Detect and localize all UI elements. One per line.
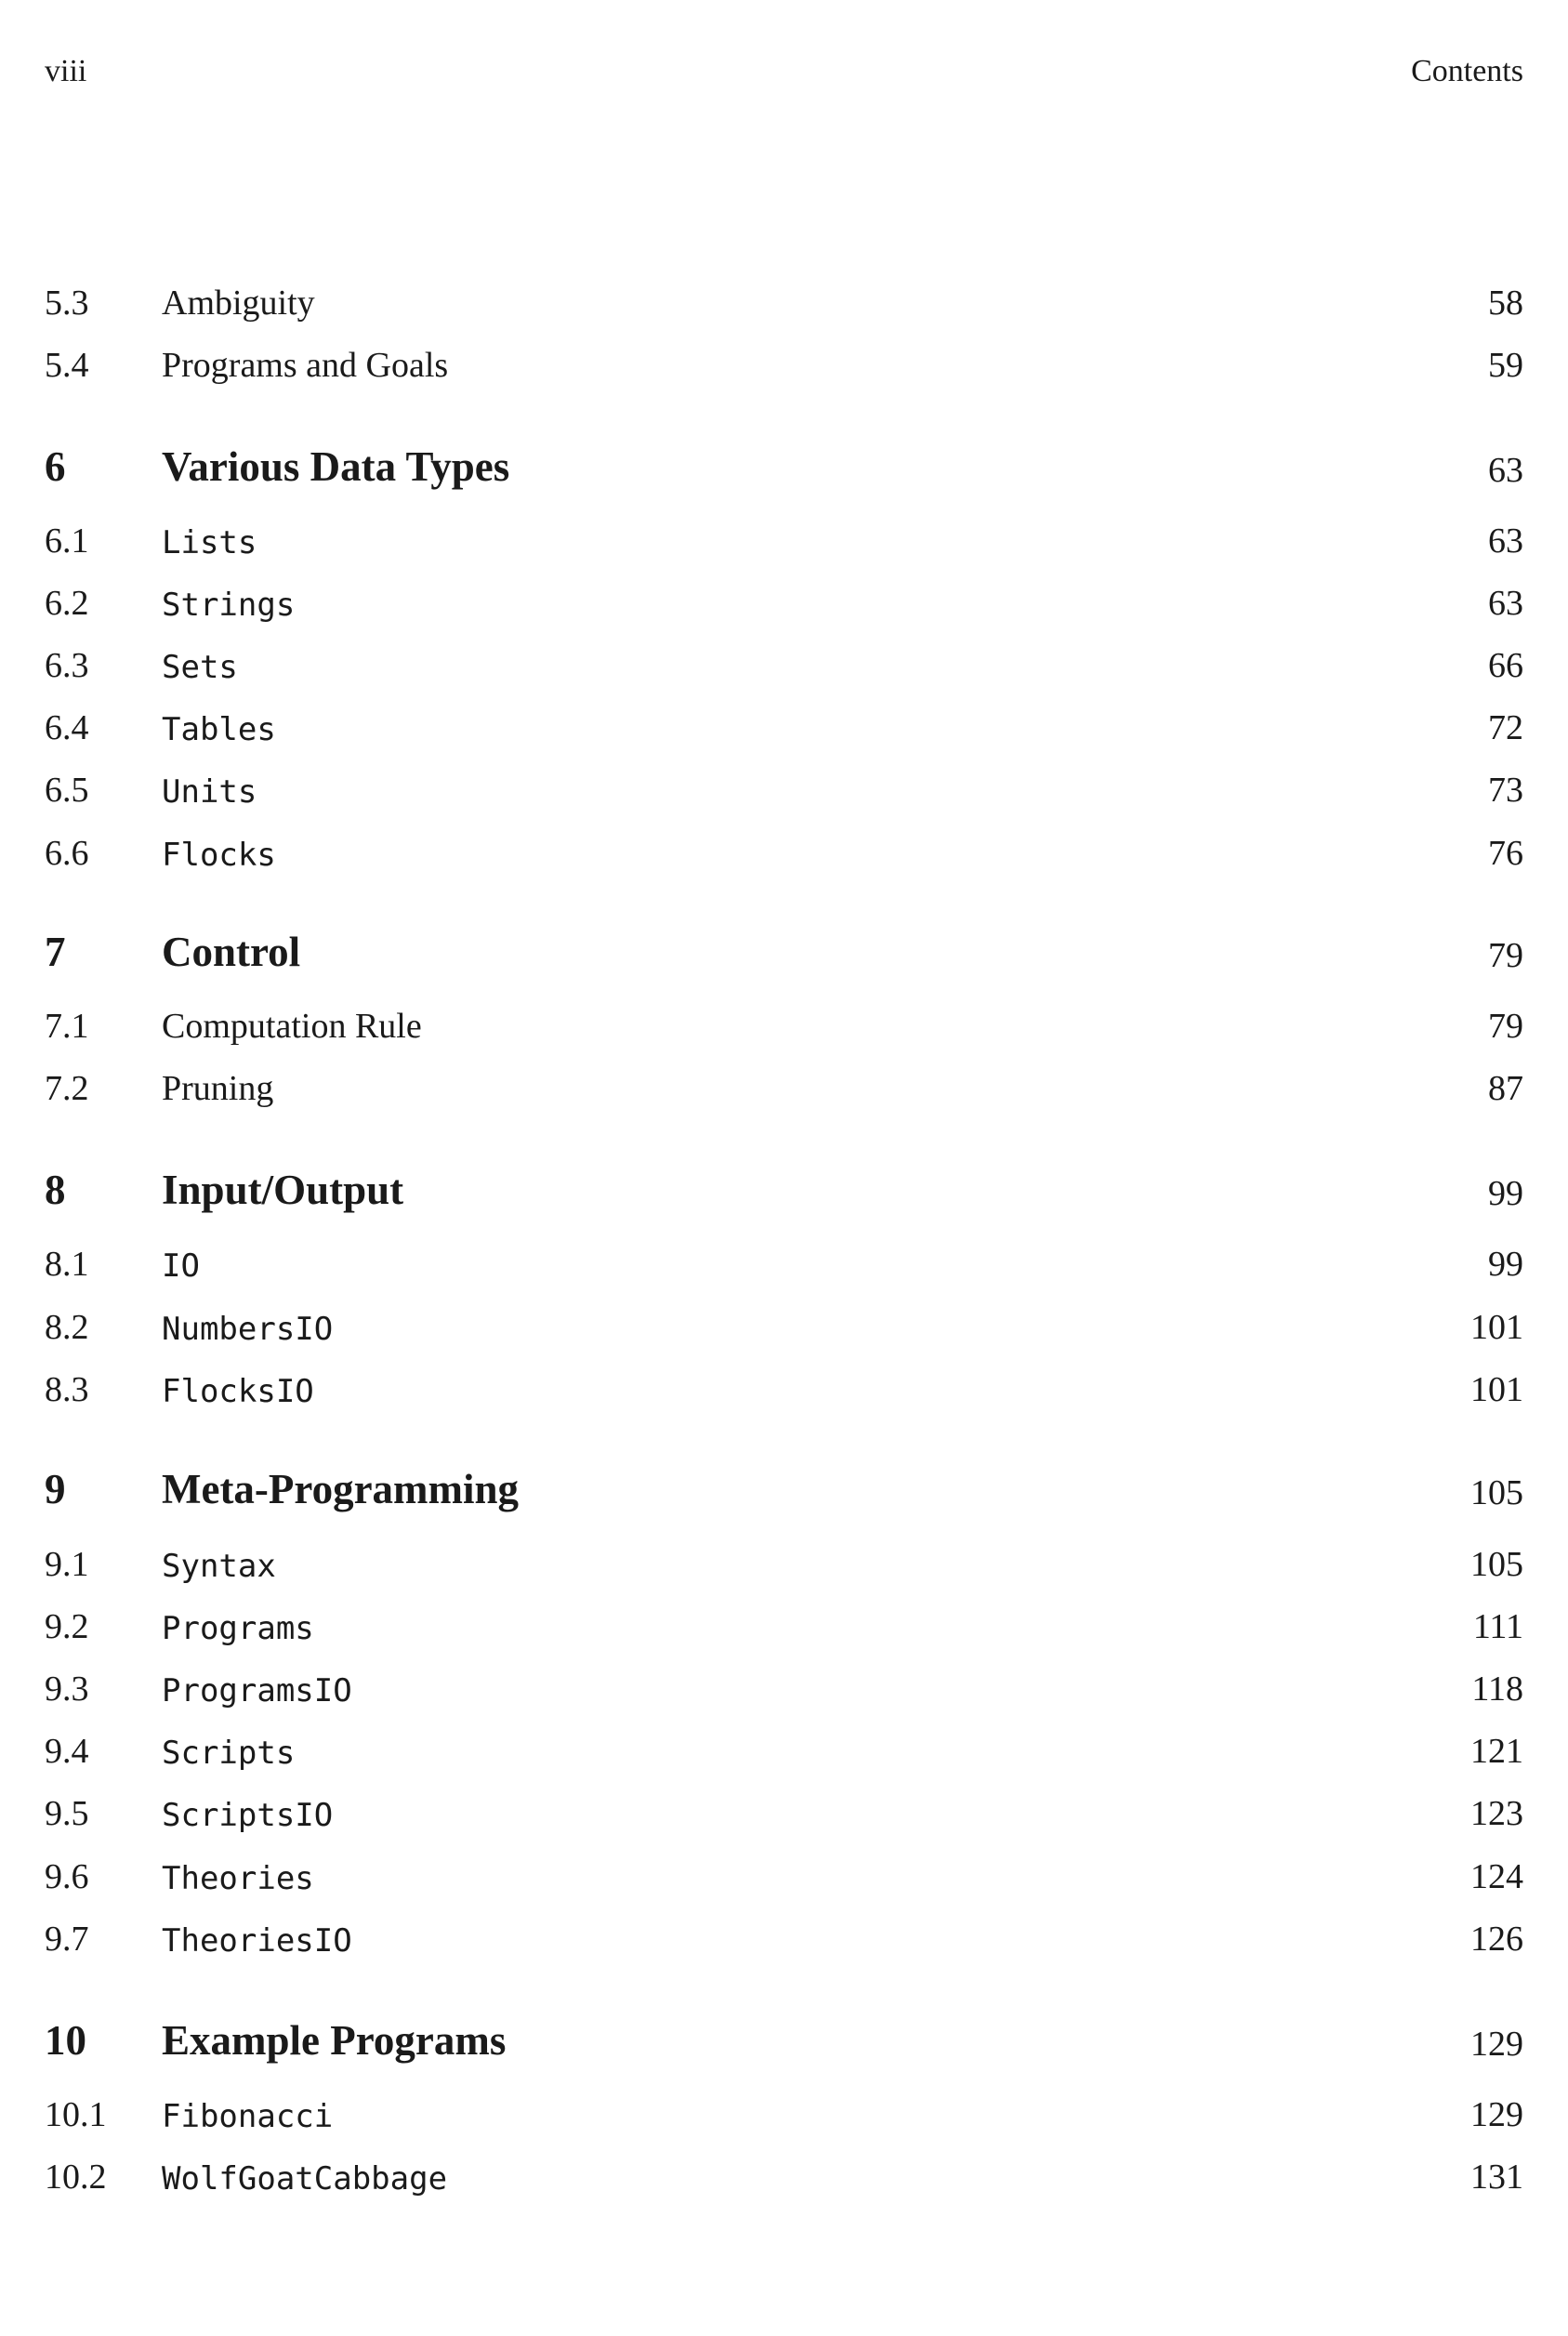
chapter-number: 9 (45, 1466, 66, 1512)
section-title: Pruning (162, 1069, 274, 1108)
toc-entry-9-2[interactable] (45, 1601, 1523, 1647)
chapter-title: Input/Output (162, 1167, 404, 1213)
section-title: FlocksIO (162, 1373, 314, 1410)
toc-chapter-7[interactable] (45, 930, 1523, 976)
toc-entry-8-1[interactable] (45, 1238, 1523, 1285)
section-title: Syntax (162, 1548, 276, 1585)
toc-chapter-9[interactable] (45, 1467, 1523, 1513)
section-number: 8.2 (45, 1308, 89, 1347)
page-ref: 105 (1470, 1545, 1523, 1584)
section-number: 7.1 (45, 1007, 89, 1046)
toc-chapter-6[interactable] (45, 444, 1523, 491)
page-ref: 126 (1470, 1920, 1523, 1959)
page-ref: 124 (1470, 1857, 1523, 1896)
chapter-title: Control (162, 929, 301, 975)
section-title: WolfGoatCabbage (162, 2160, 448, 2197)
page-ref: 121 (1470, 1732, 1523, 1771)
page-ref: 59 (1488, 346, 1523, 385)
toc-entry-8-3[interactable] (45, 1364, 1523, 1410)
section-number: 9.2 (45, 1607, 89, 1646)
page-ref: 129 (1470, 2025, 1523, 2064)
toc-entry-9-1[interactable] (45, 1538, 1523, 1585)
page-ref: 63 (1488, 451, 1523, 490)
page-ref: 101 (1470, 1370, 1523, 1409)
page-ref: 76 (1488, 834, 1523, 873)
page-ref: 72 (1488, 708, 1523, 747)
toc-entry-10-1[interactable] (45, 2089, 1523, 2135)
section-number: 6.6 (45, 834, 89, 873)
page-ref: 129 (1470, 2095, 1523, 2134)
section-number: 7.2 (45, 1069, 89, 1108)
section-number: 9.1 (45, 1545, 89, 1584)
page-number: viii (45, 54, 87, 88)
page-ref: 105 (1470, 1473, 1523, 1512)
section-number: 6.3 (45, 646, 89, 685)
toc-entry-6-4[interactable] (45, 702, 1523, 748)
chapter-number: 6 (45, 443, 66, 490)
page-ref: 99 (1488, 1174, 1523, 1213)
running-head (45, 54, 1523, 91)
page-ref: 111 (1472, 1607, 1523, 1646)
section-number: 10.1 (45, 2095, 107, 2134)
section-title: Computation Rule (162, 1007, 422, 1046)
page-ref: 63 (1488, 521, 1523, 561)
toc-entry-8-2[interactable] (45, 1301, 1523, 1348)
section-title: Fibonacci (162, 2098, 334, 2135)
toc-entry-6-3[interactable] (45, 640, 1523, 686)
section-number: 9.6 (45, 1857, 89, 1896)
toc-chapter-10[interactable] (45, 2018, 1523, 2065)
page-ref: 63 (1488, 584, 1523, 623)
toc-entry-9-7[interactable] (45, 1913, 1523, 1960)
section-title: Strings (162, 587, 296, 624)
section-number: 9.7 (45, 1920, 89, 1959)
chapter-title: Example Programs (162, 2017, 507, 2064)
section-number: 8.3 (45, 1370, 89, 1409)
page-ref: 79 (1488, 1007, 1523, 1046)
page-ref: 123 (1470, 1794, 1523, 1833)
toc-entry-6-2[interactable] (45, 577, 1523, 624)
toc-chapter-8[interactable] (45, 1168, 1523, 1214)
section-title: Flocks (162, 837, 276, 874)
chapter-number: 8 (45, 1167, 66, 1213)
section-number: 9.4 (45, 1732, 89, 1771)
section-title: Scripts (162, 1735, 296, 1772)
section-title: Lists (162, 524, 257, 561)
section-title: Programs (162, 1610, 314, 1647)
page-ref: 101 (1470, 1308, 1523, 1347)
chapter-number: 7 (45, 929, 66, 975)
section-title: Sets (162, 649, 238, 686)
toc-entry-7-2[interactable] (45, 1062, 1523, 1109)
page-ref: 66 (1488, 646, 1523, 685)
page-ref: 79 (1488, 936, 1523, 975)
section-number: 5.4 (45, 346, 89, 385)
section-title: ProgramsIO (162, 1672, 352, 1709)
chapter-title: Various Data Types (162, 443, 510, 490)
page-ref: 118 (1471, 1670, 1523, 1709)
section-number: 6.4 (45, 708, 89, 747)
chapter-number: 10 (45, 2017, 86, 2064)
section-title: IO (162, 1247, 200, 1285)
section-title: Units (162, 773, 257, 811)
section-number: 5.3 (45, 284, 89, 323)
toc-entry-10-2[interactable] (45, 2151, 1523, 2197)
section-title: Ambiguity (162, 284, 315, 323)
toc-entry-9-4[interactable] (45, 1725, 1523, 1772)
toc-entry-6-6[interactable] (45, 827, 1523, 874)
page-ref: 73 (1488, 771, 1523, 810)
toc-entry-9-5[interactable] (45, 1788, 1523, 1834)
page-ref: 87 (1488, 1069, 1523, 1108)
section-number: 10.2 (45, 2158, 107, 2197)
toc-entry-6-1[interactable] (45, 515, 1523, 561)
section-title: Tables (162, 711, 276, 748)
chapter-title: Meta-Programming (162, 1466, 520, 1512)
page-ref: 131 (1470, 2158, 1523, 2197)
section-title: NumbersIO (162, 1311, 334, 1348)
section-number: 6.1 (45, 521, 89, 561)
toc-entry-5-3[interactable] (45, 277, 1523, 323)
section-number: 9.5 (45, 1794, 89, 1833)
running-title: Contents (1411, 54, 1523, 88)
toc-entry-7-1[interactable] (45, 1000, 1523, 1047)
section-title: Theories (162, 1860, 314, 1897)
section-number: 6.5 (45, 771, 89, 810)
section-title: ScriptsIO (162, 1797, 334, 1834)
toc-entry-9-3[interactable] (45, 1663, 1523, 1709)
section-number: 8.1 (45, 1245, 89, 1284)
toc-entry-6-5[interactable] (45, 764, 1523, 811)
toc-entry-5-4[interactable] (45, 339, 1523, 386)
page-ref: 99 (1488, 1245, 1523, 1284)
section-number: 9.3 (45, 1670, 89, 1709)
page-ref: 58 (1488, 284, 1523, 323)
section-number: 6.2 (45, 584, 89, 623)
toc-entry-9-6[interactable] (45, 1851, 1523, 1897)
section-title: TheoriesIO (162, 1922, 352, 1960)
section-title: Programs and Goals (162, 346, 449, 385)
